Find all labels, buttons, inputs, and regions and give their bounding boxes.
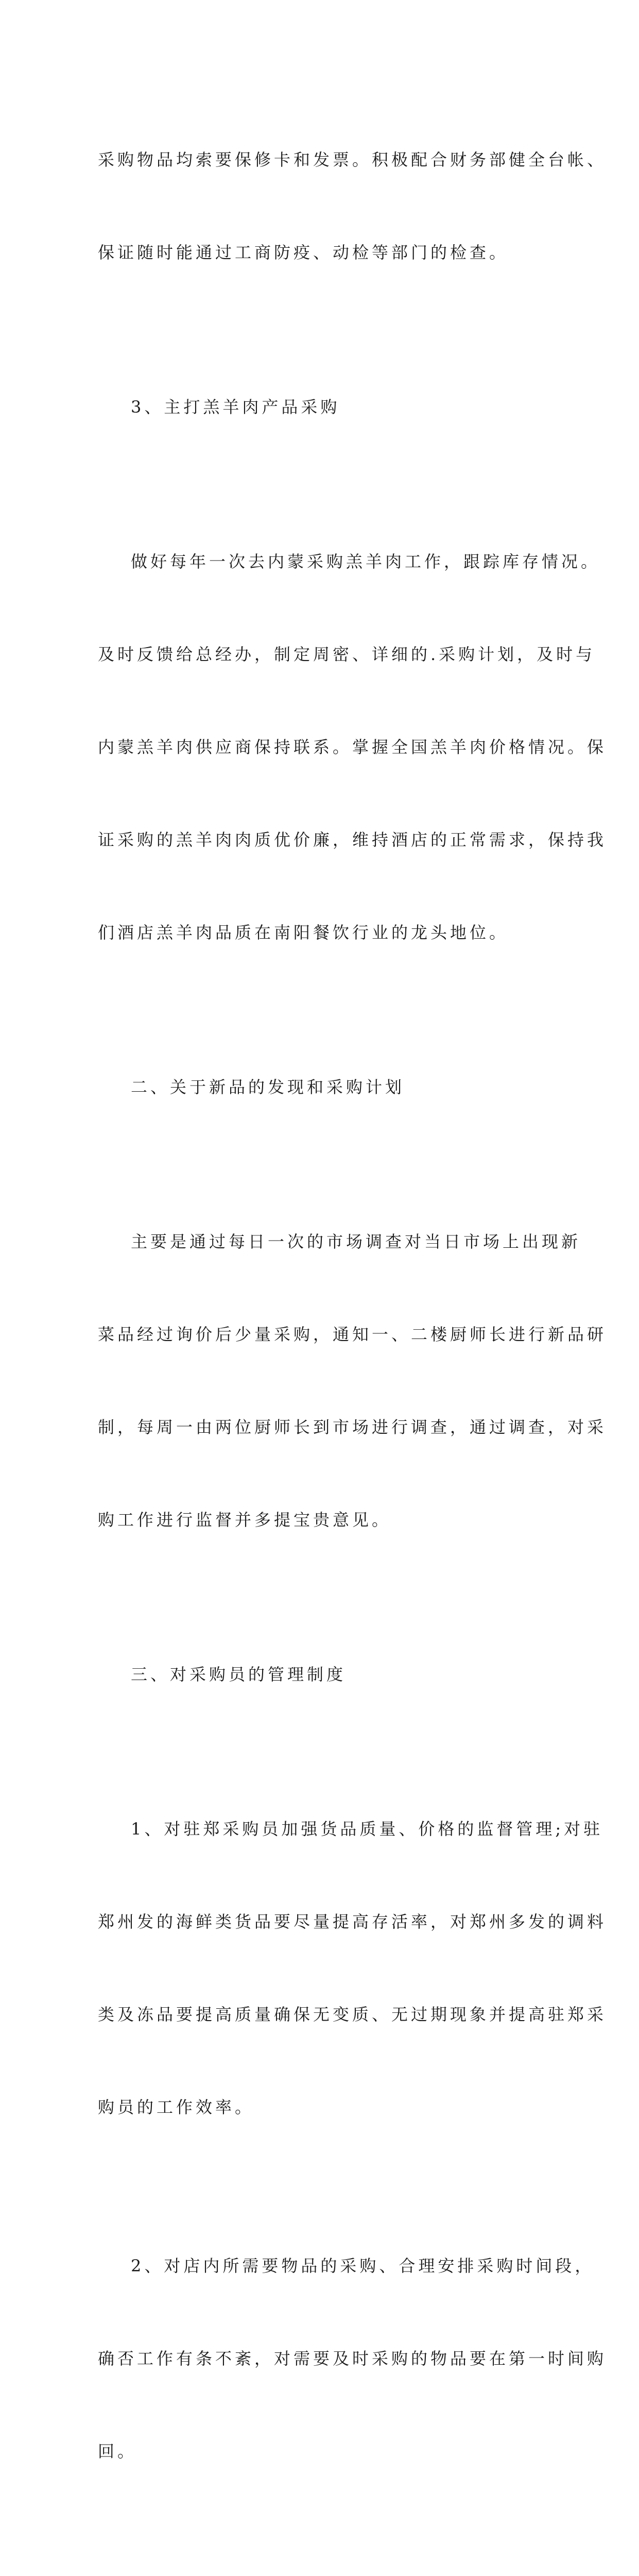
text-line: 内蒙羔羊肉供应商保持联系。掌握全国羔羊肉价格情况。保 <box>98 737 607 757</box>
text-line: 郑州发的海鲜类货品要尽量提高存活率，对郑州多发的调料 <box>98 1912 607 1931</box>
paragraph-inventory <box>98 2533 551 2576</box>
text-line: 证采购的羔羊肉肉质优价廉，维持酒店的正常需求，保持我 <box>98 830 607 850</box>
text-line: 们酒店羔羊肉品质在南阳餐饮行业的龙头地位。 <box>98 923 509 942</box>
paragraph-new-products <box>98 1164 607 1597</box>
text-line: 菜品经过询价后少量采购，通知一、二楼厨师长进行新品研 <box>98 1325 607 1344</box>
text-line: 2、对店内所需要物品的采购、合理安排采购时间段， <box>131 2256 595 2276</box>
document-body <box>98 82 607 2576</box>
text-line: 购工作进行监督并多提宝贵意见。 <box>98 1510 392 1530</box>
heading-management <box>98 1597 551 1752</box>
heading-lamb-purchase <box>98 330 551 484</box>
paragraph-in-store <box>98 2189 607 2529</box>
text-line: 类及冻品要提高质量确保无变质、无过期现象并提高驻郑采 <box>98 2005 607 2024</box>
text-line: 1、对驻郑采购员加强货品质量、价格的监督管理;对驻 <box>131 1819 603 1839</box>
paragraph-gap <box>98 2184 551 2189</box>
paragraph-lamb-purchase <box>98 484 607 1010</box>
text-line: 主要是通过每日一次的市场调查对当日市场上出现新 <box>131 1232 581 1251</box>
paragraph-invoices <box>98 82 607 330</box>
paragraph-gap <box>98 2529 551 2533</box>
paragraph-zhengzhou <box>98 1752 607 2184</box>
text-line: 回。 <box>98 2442 137 2461</box>
text-line: 制，每周一由两位厨师长到市场进行调查，通过调查，对采 <box>98 1417 607 1437</box>
heading-text: 二、关于新品的发现和采购计划 <box>131 1077 405 1097</box>
text-line: 做好每年一次去内蒙采购羔羊肉工作，跟踪库存情况。 <box>131 552 601 571</box>
text-line: 购员的工作效率。 <box>98 2097 255 2117</box>
heading-text: 3、主打羔羊肉产品采购 <box>131 397 340 417</box>
text-line: 确否工作有条不紊，对需要及时采购的物品要在第一时间购 <box>98 2349 607 2368</box>
text-line: 采购物品均索要保修卡和发票。积极配合财务部健全台帐、 <box>98 150 607 170</box>
heading-text: 三、对采购员的管理制度 <box>131 1665 347 1684</box>
text-line: 及时反馈给总经办，制定周密、详细的.采购计划，及时与 <box>98 645 596 664</box>
text-line: 保证随时能通过工商防疫、动检等部门的检查。 <box>98 243 509 262</box>
heading-new-products <box>98 1010 551 1164</box>
